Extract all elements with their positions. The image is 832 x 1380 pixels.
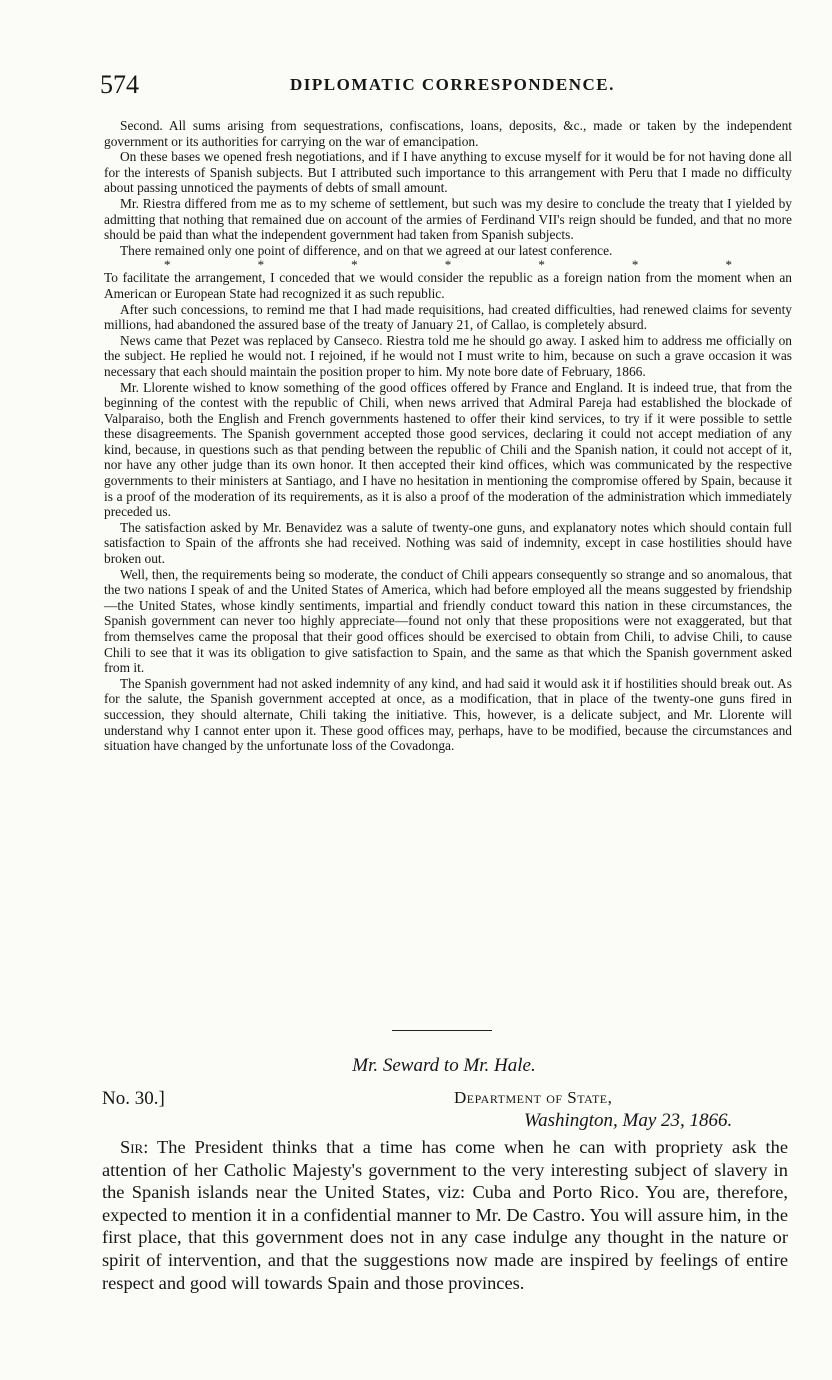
letter-department: Department of State, <box>454 1088 613 1107</box>
paragraph: After such concessions, to remind me that I had made requisitions, had created difficulties, had renewed claims for seventy millions, had abandoned the assured base of the treaty of January 21, of Callao, is completely absurd. <box>104 301 792 333</box>
paragraph: News came that Pezet was replaced by Canseco. Riestra told me he should go away. I asked him to address me officially on the subject. He replied he would not. I rejoined, if he would not I must write to him, because on such a grave occasion it was necessary that each should maintain the position proper to him. My note bore date of February, 1866. <box>104 332 792 379</box>
main-text <box>104 118 792 754</box>
running-title: DIPLOMATIC CORRESPONDENCE. <box>290 75 615 94</box>
paragraph: Well, then, the requirements being so moderate, the conduct of Chili appears consequently so strange and so anomalous, that the two nations I speak of and the United States of America, which had before employed all the means suggested by friendship—the United States, whose kindly sentiments, impartial and friendly conduct toward this nation in these circumstances, the Spanish government can never too highly appreciate—found not only that these propositions were not exaggerated, but that from themselves came the proposal that their good offices should be exercised to obtain from Chili, to advise Chili, to cause Chili to see that it was its obligation to give satisfaction to Spain, and the same as that which the Spanish government asked from it. <box>104 566 792 676</box>
star: * <box>631 257 639 273</box>
salutation: Sir: <box>120 1137 149 1157</box>
letter-body <box>102 1136 788 1294</box>
paragraph: The Spanish government had not asked indemnity of any kind, and had said it would ask it if hostilities should break out. As for the salute, the Spanish government accepted at once, as a modification, that in place of the twenty-one guns fired in succession, they should alternate, Chili taking the initiative. This, however, is a delicate subject, and Mr. Llorente will understand why I cannot enter upon it. These good offices may, perhaps, have to be modified, because the circumstances and situation have changed by the unfortunate loss of the Covadonga. <box>104 675 792 754</box>
paragraph: There remained only one point of difference, and on that we agreed at our latest conference. <box>120 242 613 258</box>
letter-paragraph <box>102 1136 788 1294</box>
section-divider <box>392 1030 492 1031</box>
letter-text: The President thinks that a time has come when he can with propriety ask the attention of her Catholic Majesty's government to the very interesting subject of slavery in the Spanish islands near the United States, viz: Cuba and Porto Rico. You are, therefore, expected to mention it in a confidential manner to Mr. De Castro. You will assure him, in the first place, that this government does not in any case indulge any thought in the nature or spirit of intervention, and that the suggestions now made are inspired by feelings of entire respect and good will towards Spain and those provinces. <box>102 1137 789 1293</box>
paragraph: Second. All sums arising from sequestrations, confiscations, loans, deposits, &c., made or taken by the independent government or its authorities for carrying on the war of emancipation. <box>104 118 792 149</box>
star: * <box>444 257 452 273</box>
star: * <box>257 257 265 273</box>
paragraph: Mr. Riestra differed from me as to my scheme of settlement, but such was my desire to conclude the treaty that I yielded by admitting that nothing that remained due on account of the armies of Ferdinand VII's reign should be funded, and that no more should be paid than what the independent government had taken from Spanish subjects. <box>104 195 792 243</box>
page-number: 574 <box>100 70 139 99</box>
letter-number: No. 30.] <box>102 1088 165 1109</box>
paragraph: Mr. Llorente wished to know something of the good offices offered by France and England. It is indeed true, that from the beginning of the contest with the republic of Chili, when news arrived that Admiral Pareja had established the blockade of Valparaiso, both the English and French governments hastened to offer their kind services, to try if it were possible to settle these disagreements. The Spanish government accepted those good services, declaring it could not accept mediation of any kind, because, in questions such as that pending between the republic of Chili and the Spanish nation, it could not accept of it, nor have any other judge than its own honor. It then accepted their kind offices, which was communicated by the respective governments to their ministers at Santiago, and I have no hesitation in mentioning the compromise offered by Spain, because it is a proof of the moderation of its requirements, as it is also a proof of the moderation of the administration which immediately preceded us. <box>104 379 792 520</box>
ellipsis-stars <box>104 257 792 273</box>
star: * <box>538 257 545 273</box>
letter-place-date: Washington, May 23, 1866. <box>524 1110 733 1131</box>
paragraph: To facilitate the arrangement, I conceded that we would consider the republic as a foreign nation from the moment when an American or European State had recognized it as such republic. <box>104 270 792 301</box>
paragraph: The satisfaction asked by Mr. Benavidez was a salute of twenty-one guns, and explanatory notes which should contain full satisfaction to Spain of the affronts she had received. Nothing was said of indemnity, except in case hostilities should have broken out. <box>104 519 792 567</box>
page-header <box>100 70 800 106</box>
paragraph: On these bases we opened fresh negotiations, and if I have anything to excuse myself for it would be for not having done all for the interests of Spanish subjects. But I attributed such importance to this arrangement with Peru that I made no difficulty about passing unnoticed the payments of debts of small amount. <box>104 149 792 196</box>
star: * <box>164 257 171 273</box>
star: * <box>725 257 732 273</box>
star: * <box>351 257 358 273</box>
letter-heading: Mr. Seward to Mr. Hale. <box>352 1055 536 1076</box>
